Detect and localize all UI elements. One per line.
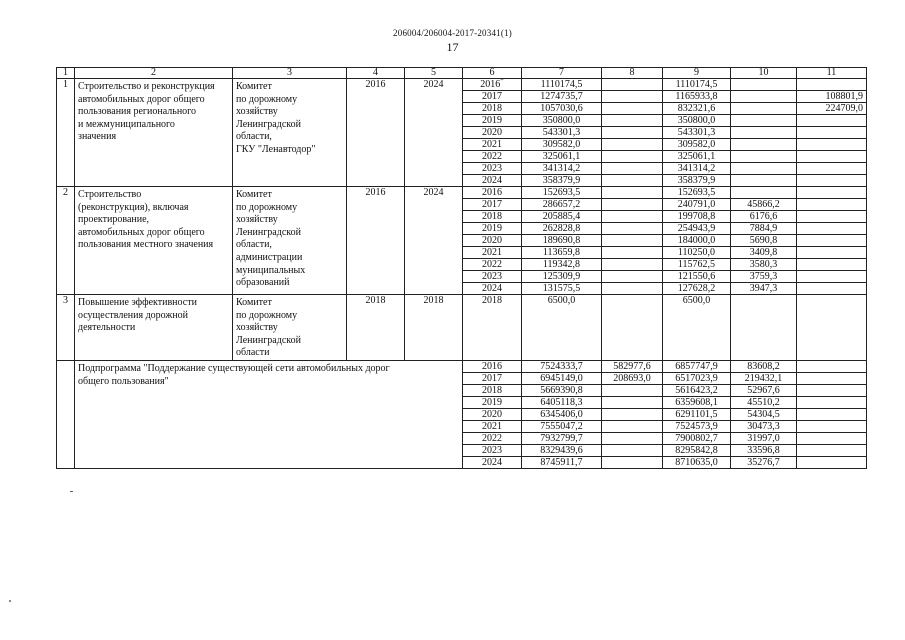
year-cell [463,79,522,91]
federal-cell [602,432,663,444]
total-cell: 325061,1 [522,151,602,163]
total-cell: 131575,5 [522,283,602,295]
header-cell: 8 [602,68,663,79]
year-cell: 2018 [463,295,522,361]
local-cell: 3409,8 [731,247,797,259]
total-cell: 7555047,2 [522,420,602,432]
total-cell: 1274735,7 [522,91,602,103]
federal-cell [602,396,663,408]
regional-cell: 127628,2 [663,283,731,295]
total-cell: 543301,3 [522,127,602,139]
page-number: 17 [446,40,459,54]
regional-cell: 8710635,0 [663,456,731,468]
item-executor [233,79,347,187]
regional-cell: 6517023,9 [663,372,731,384]
year-cell [463,259,522,271]
federal-cell [602,247,663,259]
document-code: 206004/206004-2017-20341(1) [393,28,512,38]
start-year: 2016 [347,79,405,187]
total-cell: 7524333,7 [522,360,602,372]
other-cell [797,420,867,432]
regional-cell: 350800,0 [663,115,731,127]
local-cell: 83608,2 [731,360,797,372]
text-line: пользования регионального [78,106,197,118]
federal-cell [602,139,663,151]
regional-cell: 110250,0 [663,247,731,259]
federal-cell [602,259,663,271]
year-cell: 2024 [463,456,522,468]
item-name [75,295,233,361]
local-cell [731,175,797,187]
other-cell [797,283,867,295]
year-value: 2017 [482,91,502,102]
total-cell: 262828,8 [522,223,602,235]
text-line: автомобильных дорог общего [78,226,205,238]
year-cell [463,235,522,247]
item-number: 3 [57,295,75,361]
federal-cell [602,384,663,396]
total-cell: 6405118,3 [522,396,602,408]
blank-cell [57,360,75,468]
year-value: 2019 [482,223,502,234]
regional-cell: 6359608,1 [663,396,731,408]
local-cell [731,127,797,139]
local-cell [731,187,797,199]
other-cell [797,79,867,91]
total-cell: 341314,2 [522,163,602,175]
other-cell [797,396,867,408]
year-value: 2022 [482,259,502,270]
other-cell [797,372,867,384]
regional-cell: 240791,0 [663,199,731,211]
regional-cell: 1165933,8 [663,91,731,103]
local-cell: 3947,3 [731,283,797,295]
federal-cell: 582977,6 [602,360,663,372]
year-cell [463,139,522,151]
text-line: пользования местного значения [78,239,214,251]
table-row [57,187,867,199]
total-cell: 358379,9 [522,175,602,187]
local-cell: 45866,2 [731,199,797,211]
federal-cell [602,151,663,163]
text-line: хозяйству [236,322,278,334]
text-line: (реконструкция), включая [78,201,189,213]
federal-cell [602,175,663,187]
total-cell: 152693,5 [522,187,602,199]
regional-cell: 7524573,9 [663,420,731,432]
federal-cell [602,127,663,139]
text-line: муниципальных [236,264,306,276]
text-line: Ленинградской [236,334,301,346]
regional-cell: 6500,0 [663,295,731,361]
local-cell: 45510,2 [731,396,797,408]
text-line: администрации [236,251,303,263]
year-cell [463,283,522,295]
other-cell [797,259,867,271]
regional-cell: 5616423,2 [663,384,731,396]
text-line: и межмуниципального [78,118,175,130]
regional-cell: 152693,5 [663,187,731,199]
regional-cell: 121550,6 [663,271,731,283]
local-cell: 3580,3 [731,259,797,271]
text-line: по дорожному [236,309,298,321]
federal-cell [602,103,663,115]
text-line: осуществления дорожной [78,309,189,321]
federal-cell [602,271,663,283]
other-cell [797,271,867,283]
other-cell [797,223,867,235]
regional-cell: 358379,9 [663,175,731,187]
year-cell [463,127,522,139]
total-cell: 350800,0 [522,115,602,127]
year-cell: 2019 [463,396,522,408]
local-cell: 35276,7 [731,456,797,468]
federal-cell [602,456,663,468]
scan-mark [9,600,11,602]
text-line: ГКУ "Ленавтодор" [236,143,316,155]
year-cell [463,187,522,199]
federal-cell [602,420,663,432]
regional-cell: 543301,3 [663,127,731,139]
regional-cell: 115762,5 [663,259,731,271]
regional-cell: 309582,0 [663,139,731,151]
year-value: 2023 [482,271,502,282]
other-cell [797,151,867,163]
federal-cell [602,211,663,223]
local-cell [731,295,797,361]
header-cell: 5 [405,68,463,79]
local-cell: 31997,0 [731,432,797,444]
total-cell: 119342,8 [522,259,602,271]
local-cell [731,163,797,175]
federal-cell [602,283,663,295]
year-value: 2019 [482,115,502,126]
text-line: Ленинградской [236,226,301,238]
year-value: 2024 [482,175,502,186]
subprogram-title [75,360,463,468]
text-line: хозяйству [236,214,278,226]
text-line: Строительство [78,189,142,200]
header-cell: 7 [522,68,602,79]
total-cell: 8329439,6 [522,444,602,456]
header-cell: 1 [57,68,75,79]
year-cell: 2020 [463,408,522,420]
local-cell: 7884,9 [731,223,797,235]
year-cell [463,175,522,187]
local-cell: 30473,3 [731,420,797,432]
other-cell [797,235,867,247]
end-year: 2024 [405,187,463,295]
total-cell: 286657,2 [522,199,602,211]
table-row [57,360,867,372]
text-line: Подпрограмма "Поддержание существующей сети автомобильных дорог [78,362,390,374]
other-cell [797,408,867,420]
federal-cell [602,199,663,211]
text-line: области [236,347,270,359]
federal-cell [602,235,663,247]
year-cell [463,247,522,259]
local-cell: 52967,6 [731,384,797,396]
text-line: автомобильных дорог общего [78,93,205,105]
total-cell: 309582,0 [522,139,602,151]
year-value: 2023 [482,163,502,174]
other-cell [797,175,867,187]
year-value: 2016 [482,187,502,198]
local-cell: 54304,5 [731,408,797,420]
item-number: 1 [57,79,75,187]
regional-cell: 832321,6 [663,103,731,115]
local-cell [731,79,797,91]
year-cell [463,91,522,103]
text-line: значения [78,131,117,143]
item-name [75,79,233,187]
total-cell: 5669390,8 [522,384,602,396]
text-line: образований [236,277,290,289]
table-row [57,295,867,361]
other-cell [797,432,867,444]
scan-mark [70,491,73,492]
total-cell: 7932799,7 [522,432,602,444]
end-year: 2018 [405,295,463,361]
item-name [75,187,233,295]
total-cell: 8745911,7 [522,456,602,468]
regional-cell: 325061,1 [663,151,731,163]
total-cell: 205885,4 [522,211,602,223]
other-cell [797,444,867,456]
year-value: 2018 [482,211,502,222]
year-value: 2020 [482,235,502,246]
header-cell: 9 [663,68,731,79]
year-value: 2016 [480,79,501,90]
header-cell: 2 [75,68,233,79]
year-cell [463,115,522,127]
other-cell [797,360,867,372]
item-executor [233,187,347,295]
text-line: проектирование, [78,214,150,226]
other-cell [797,139,867,151]
total-cell: 113659,8 [522,247,602,259]
regional-cell: 7900802,7 [663,432,731,444]
header-row [57,68,867,79]
year-cell: 2017 [463,372,522,384]
year-value: 2017 [482,199,502,210]
other-cell [797,115,867,127]
year-value: 2024 [482,283,502,294]
other-cell [797,199,867,211]
other-cell: 108801,9 [797,91,867,103]
federal-cell [602,91,663,103]
local-cell: 3759,3 [731,271,797,283]
total-cell: 6345406,0 [522,408,602,420]
federal-cell [602,295,663,361]
year-cell [463,103,522,115]
year-cell: 2018 [463,384,522,396]
year-cell: 2016 [463,360,522,372]
text-line: Комитет [236,81,272,92]
total-cell: 125309,9 [522,271,602,283]
local-cell: 6176,6 [731,211,797,223]
local-cell: 219432,1 [731,372,797,384]
regional-cell: 1110174,5 [663,79,731,91]
table-row [57,79,867,91]
header-cell: 11 [797,68,867,79]
local-cell [731,151,797,163]
total-cell: 189690,8 [522,235,602,247]
other-cell [797,127,867,139]
federal-cell [602,444,663,456]
footnote-mark: * [500,78,504,85]
text-line: Комитет [236,297,272,308]
regional-cell: 254943,9 [663,223,731,235]
text-line: Ленинградской [236,118,301,130]
year-cell: 2021 [463,420,522,432]
total-cell: 6500,0 [522,295,602,361]
federal-cell [602,79,663,91]
year-cell [463,271,522,283]
other-cell [797,456,867,468]
local-cell [731,91,797,103]
other-cell [797,187,867,199]
text-line: по дорожному [236,93,298,105]
year-cell [463,151,522,163]
year-cell [463,199,522,211]
regional-cell: 6291101,5 [663,408,731,420]
federal-cell [602,187,663,199]
year-cell [463,163,522,175]
text-line: области, [236,131,272,143]
other-cell [797,384,867,396]
year-value: 2022 [482,151,502,162]
text-line: хозяйству [236,106,278,118]
other-cell: 224709,0 [797,103,867,115]
text-line: Комитет [236,189,272,200]
year-cell [463,211,522,223]
year-cell [463,223,522,235]
text-line: по дорожному [236,201,298,213]
year-value: 2021 [482,247,502,258]
item-number: 2 [57,187,75,295]
text-line: Повышение эффективности [78,297,197,308]
federal-cell [602,163,663,175]
regional-cell: 199708,8 [663,211,731,223]
text-line: области, [236,239,272,251]
other-cell [797,163,867,175]
header-cell: 3 [233,68,347,79]
total-cell: 6945149,0 [522,372,602,384]
other-cell [797,247,867,259]
federal-cell [602,223,663,235]
other-cell [797,211,867,223]
year-cell: 2022 [463,432,522,444]
regional-cell: 184000,0 [663,235,731,247]
start-year: 2018 [347,295,405,361]
end-year: 2024 [405,79,463,187]
header-cell: 10 [731,68,797,79]
text-line: деятельности [78,322,136,334]
header-cell: 4 [347,68,405,79]
header-cell: 6 [463,68,522,79]
regional-cell: 6857747,9 [663,360,731,372]
year-value: 2021 [482,139,502,150]
regional-cell: 341314,2 [663,163,731,175]
local-cell: 33596,8 [731,444,797,456]
text-line: Строительство и реконструкция [78,81,215,92]
local-cell [731,103,797,115]
text-line: общего пользования" [78,375,169,387]
regional-cell: 8295842,8 [663,444,731,456]
year-value: 2018 [482,103,502,114]
year-value: 2020 [482,127,502,138]
item-executor [233,295,347,361]
start-year: 2016 [347,187,405,295]
federal-cell [602,408,663,420]
local-cell: 5690,8 [731,235,797,247]
federal-cell: 208693,0 [602,372,663,384]
total-cell: 1057030,6 [522,103,602,115]
funding-table [56,67,867,469]
local-cell [731,115,797,127]
federal-cell [602,115,663,127]
other-cell [797,295,867,361]
year-cell: 2023 [463,444,522,456]
local-cell [731,139,797,151]
total-cell: 1110174,5 [522,79,602,91]
